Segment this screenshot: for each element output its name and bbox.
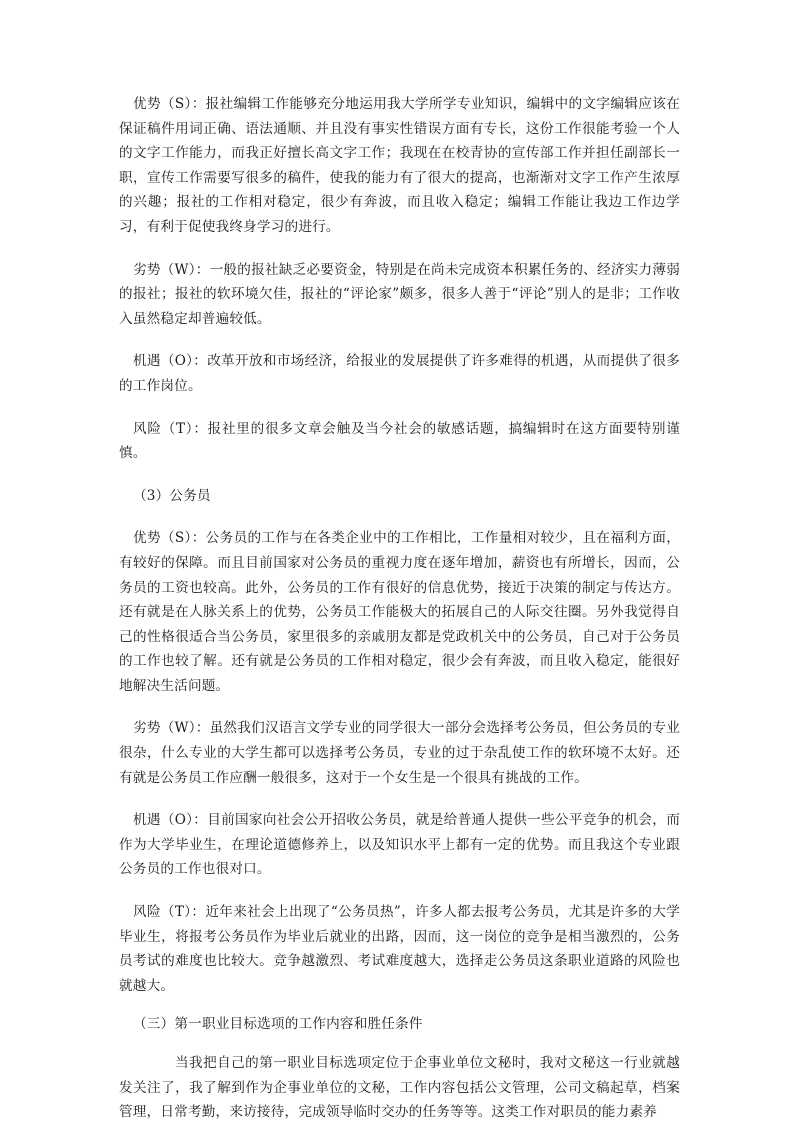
civil-servant-threats-paragraph: 风险（T）：近年来社会上出现了“公务员热”，许多人都去报考公务员，尤其是许多的大学毕业生，将报考公务员作为毕业后就业的出路，因而，这一岗位的竞争是相当激烈的，公务员考试的难度也比较大。竞争越激烈、考试难度越大，选择走公务员这条职业道路的风险也就越大。 [119, 904, 680, 994]
civil-servant-weaknesses-paragraph: 劣势（W）：虽然我们汉语言文学专业的同学很大一部分会选择考公务员，但公务员的专业很杂，什么专业的大学生都可以选择考公务员，专业的过于杂乱使工作的软环境不太好。还有就是公务员工作应酬一般很多，这对于一个女生是一个很具有挑战的工作。 [119, 720, 680, 786]
civil-servant-heading: （3）公务员 [133, 487, 211, 504]
newspaper-opportunities-paragraph: 机遇（O）：改革开放和市场经济，给报业的发展提供了许多难得的机遇，从而提供了很多的工作岗位。 [119, 353, 680, 394]
civil-servant-strengths-paragraph: 优势（S）：公务员的工作与在各类企业中的工作相比，工作量相对较少，且在福利方面，有较好的保障。而且目前国家对公务员的重视力度在逐年增加，薪资也有所增长，因而，公务员的工资也较高。此外，公务员的工作有很好的信息优势，接近于决策的制定与传达方。还有就是在人脉关系上的优势，公务员工作能极大的拓展自己的人际交往圈。另外我觉得自己的性格很适合当公务员，家里很多的亲戚朋友都是党政机关中的公务员，自己对于公务员的工作也较了解。还有就是公务员的工作相对稳定，很少会有奔波，而且收入稳定，能很好地解决生活问题。 [119, 530, 680, 694]
first-career-goal-paragraph: 当我把自己的第一职业目标选项定位于企事业单位文秘时，我对文秘这一行业就越发关注了，我了解到作为企事业单位的文秘，工作内容包括公文管理，公司文稿起草，档案管理，日常考勤，来访接待，完成领导临时交办的任务等等。这类工作对职员的能力素养 [119, 1055, 680, 1121]
document-page [119, 92, 680, 1125]
newspaper-strengths-paragraph: 优势（S）：报社编辑工作能够充分地运用我大学所学专业知识，编辑中的文字编辑应该在保证稿件用词正确、语法通顺、并且没有事实性错误方面有专长，这份工作很能考验一个人的文字工作能力，而我正好擅长高文字工作；我现在在校青协的宣传部工作并担任副部长一职，宣传工作需要写很多的稿件，使我的能力有了很大的提高，也渐渐对文字工作产生浓厚的兴趣；报社的工作相对稳定，很少有奔波，而且收入稳定；编辑工作能让我边工作边学习，有利于促使我终身学习的进行。 [119, 96, 680, 235]
newspaper-threats-paragraph: 风险（T）：报社里的很多文章会触及当今社会的敏感话题，搞编辑时在这方面要特别谨慎。 [119, 420, 680, 462]
civil-servant-opportunities-paragraph: 机遇（O）：目前国家向社会公开招收公务员，就是给普通人提供一些公平竞争的机会，而作为大学毕业生，在理论道德修养上，以及知识水平上都有一定的优势。而且我这个专业跟公务员的工作也很对口。 [119, 812, 680, 878]
section-three-heading: （三）第一职业目标选项的工作内容和胜任条件 [133, 1016, 423, 1033]
newspaper-weaknesses-paragraph: 劣势（W）：一般的报社缺乏必要资金，特别是在尚未完成资本积累任务的、经济实力薄弱的报社；报社的软环境欠佳，报社的“评论家”颇多，很多人善于“评论”别人的是非；工作收入虽然稳定却普遍较低。 [119, 261, 680, 327]
